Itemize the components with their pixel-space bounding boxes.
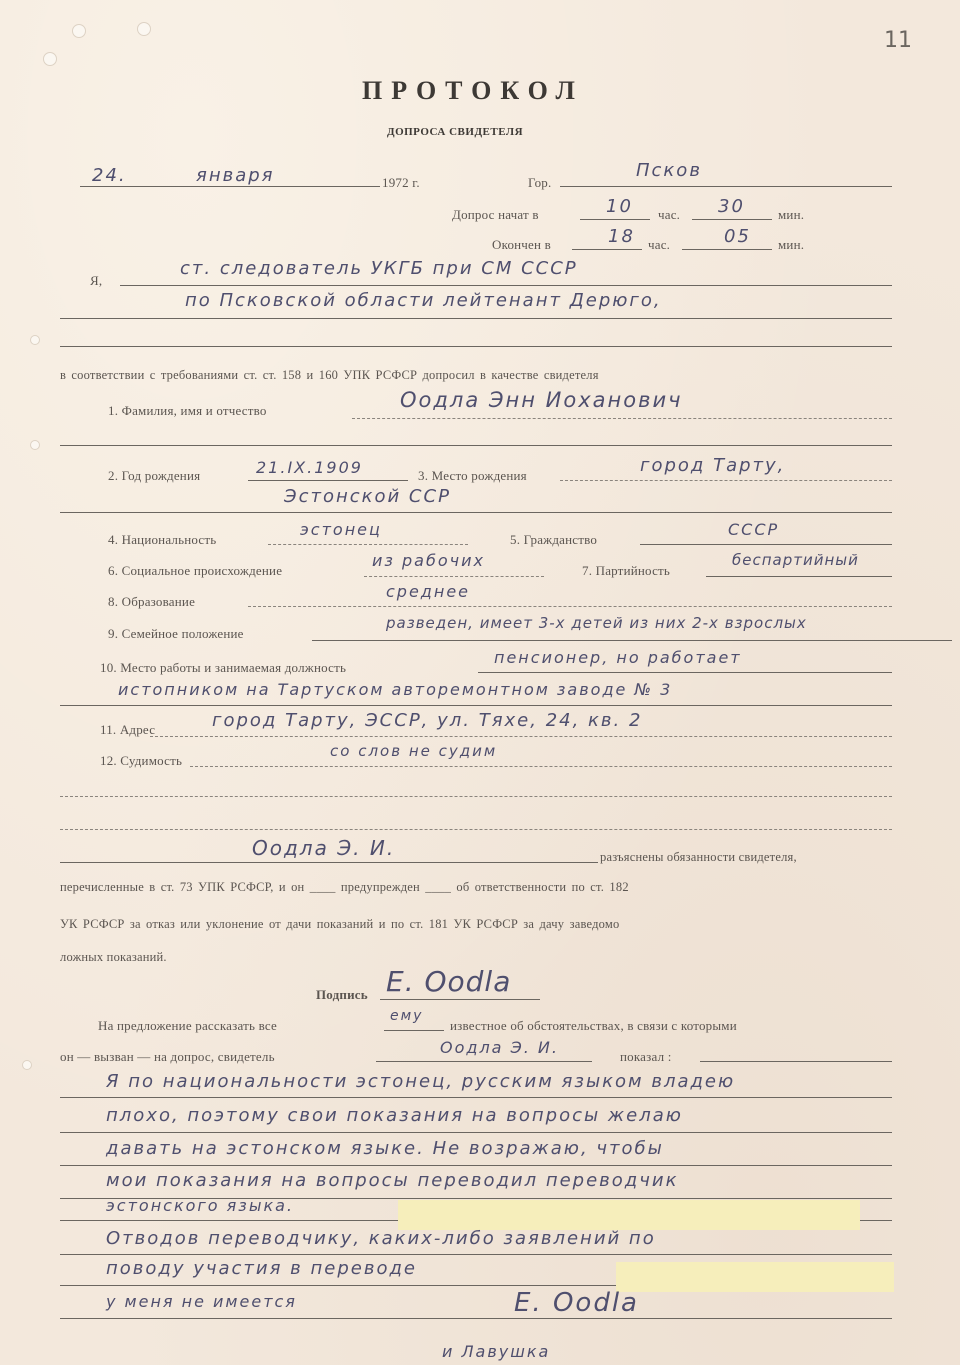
field-2-line	[248, 480, 408, 481]
field-6-label: 6. Социальное происхождение	[108, 563, 283, 578]
start-min-line	[692, 219, 772, 220]
punch-hole	[30, 335, 40, 345]
punch-hole	[43, 52, 57, 66]
field-11-value: город Тарту, ЭССР, ул. Тяхе, 24, кв. 2	[212, 710, 643, 731]
field-1-value: Оодла Энн Иоханович	[400, 388, 683, 412]
redaction-highlight-1	[398, 1200, 860, 1230]
field-3-line-2	[60, 512, 892, 513]
field-1-line-2	[60, 445, 892, 446]
testimony-rule-6	[60, 1254, 892, 1255]
testimony-rule-2	[60, 1132, 892, 1133]
compliance-text: в соответствии с требованиями ст. ст. 158 и 160 УПК РСФСР допросил в качестве свидетеля	[60, 368, 599, 382]
start-hour-line	[580, 219, 650, 220]
field-8-label: 8. Образование	[108, 594, 196, 609]
investigator-prefix: Я,	[90, 273, 103, 288]
field-5-line	[640, 544, 892, 545]
testimony-line-3: давать на эстонском языке. Не возражаю, чтобы	[106, 1138, 664, 1159]
testimony-line-1: Я по национальности эстонец, русским языком владею	[106, 1071, 736, 1092]
field-3-value-2: Эстонской ССР	[284, 486, 451, 507]
testimony-line-4: мои показания на вопросы переводил переводчик	[106, 1170, 679, 1191]
testimony-intro-2a: он — вызван — на допрос, свидетель	[60, 1049, 275, 1064]
start-min-label: мин.	[778, 207, 805, 222]
testimony-intro-fill-line-2	[376, 1061, 592, 1062]
testimony-intro-fill-1: ему	[390, 1008, 424, 1024]
field-10-value: пенсионер, но работает	[494, 648, 742, 667]
field-11-line	[150, 736, 892, 737]
field-4-value: эстонец	[300, 520, 382, 539]
investigator-line-3	[60, 346, 892, 347]
duties-text-1: разъяснены обязанности свидетеля,	[600, 850, 797, 864]
date-month: января	[196, 165, 275, 186]
field-5-value: СССР	[728, 520, 780, 539]
year-label: 1972 г.	[382, 175, 420, 190]
field-8-value: среднее	[386, 582, 471, 601]
testimony-intro-tail-line	[700, 1061, 892, 1062]
field-5-label: 5. Гражданство	[510, 532, 598, 547]
date-day-line	[80, 186, 190, 187]
punch-hole	[30, 440, 40, 450]
field-6-value: из рабочих	[372, 551, 485, 570]
investigator-line-2	[60, 318, 892, 319]
field-12-label: 12. Судимость	[100, 753, 183, 768]
field-9-label: 9. Семейное положение	[108, 626, 244, 641]
field-6-line	[364, 576, 544, 577]
field-2-label: 2. Год рождения	[108, 468, 201, 483]
end-hour: 18	[608, 226, 635, 247]
field-1-line	[352, 418, 892, 419]
city-line	[560, 186, 892, 187]
duties-name-line	[60, 862, 598, 863]
document-title: ПРОТОКОЛ	[362, 76, 584, 105]
end-hour-label: час.	[648, 237, 671, 252]
investigator-line-2-text: по Псковской области лейтенант Дерюго,	[185, 290, 662, 311]
field-8-line	[248, 606, 892, 607]
field-11-label: 11. Адрес	[100, 722, 156, 737]
duties-text-2: перечисленные в ст. 73 УПК РСФСР, и он ____ предупрежден ____ об ответственности по ст. 182	[60, 880, 629, 894]
field-3-label: 3. Место рождения	[418, 468, 527, 483]
field-9-value: разведен, имеет 3-х детей из них 2-х взрослых	[386, 614, 807, 632]
duties-witness-name: Оодла Э. И.	[252, 836, 396, 860]
duties-text-3: УК РСФСР за отказ или уклонение от дачи показаний и по ст. 181 УК РСФСР за дачу заведомо	[60, 917, 620, 931]
field-1-label: 1. Фамилия, имя и отчество	[108, 403, 267, 418]
punch-hole	[137, 22, 151, 36]
date-day: 24.	[92, 165, 127, 186]
start-label: Допрос начат в	[452, 207, 539, 222]
field-12-line	[190, 766, 892, 767]
end-hour-line	[572, 249, 642, 250]
investigator-line-1	[120, 285, 892, 286]
field-10-value-2: истопником на Тартуском авторемонтном заводе № 3	[118, 680, 673, 699]
testimony-rule-3	[60, 1165, 892, 1166]
end-min: 05	[724, 226, 751, 247]
testimony-line-8: у меня не имеется	[106, 1292, 297, 1311]
field-4-line	[268, 544, 468, 545]
corner-mark: 11	[884, 28, 912, 53]
bottom-text: и Лавушка	[442, 1342, 551, 1361]
closing-signature: E. Oodla	[514, 1288, 639, 1318]
punch-hole	[22, 1060, 32, 1070]
testimony-line-6: Отводов переводчику, каких-либо заявлений по	[106, 1228, 656, 1249]
field-7-label: 7. Партийность	[582, 563, 671, 578]
field-9-line	[312, 640, 952, 641]
end-label: Окончен в	[492, 237, 551, 252]
testimony-line-2: плохо, поэтому свои показания на вопросы желаю	[106, 1105, 683, 1126]
start-hour-label: час.	[658, 207, 681, 222]
end-min-line	[682, 249, 772, 250]
date-month-line	[188, 186, 380, 187]
field-10-line	[478, 672, 892, 673]
city-label: Гор.	[528, 175, 552, 190]
testimony-intro-fill-2: Оодла Э. И.	[440, 1038, 559, 1057]
witness-signature: E. Oodla	[386, 965, 512, 998]
duties-text-4: ложных показаний.	[60, 950, 167, 964]
testimony-intro-1b: известное об обстоятельствах, в связи с которыми	[450, 1018, 737, 1033]
field-3-value: город Тарту,	[640, 455, 786, 476]
testimony-rule-8	[60, 1318, 892, 1319]
signature-label: Подпись	[316, 987, 368, 1002]
testimony-intro-fill-line-1	[384, 1030, 444, 1031]
field-10-line-2	[60, 705, 892, 706]
testimony-intro-2b: показал :	[620, 1049, 672, 1064]
punch-hole	[72, 24, 86, 38]
blank-line-2	[60, 829, 892, 830]
testimony-line-7: поводу участия в переводе	[106, 1258, 417, 1279]
document-subtitle: ДОПРОСА СВИДЕТЕЛЯ	[387, 126, 524, 138]
testimony-line-5: эстонского языка.	[106, 1196, 294, 1215]
signature-line	[380, 999, 540, 1000]
investigator-line-1-text: ст. следователь УКГБ при СМ СССР	[180, 258, 578, 279]
field-10-label: 10. Место работы и занимаемая должность	[100, 660, 347, 675]
start-hour: 10	[606, 196, 633, 217]
blank-line-1	[60, 796, 892, 797]
field-12-value: со слов не судим	[330, 742, 498, 760]
testimony-rule-1	[60, 1097, 892, 1098]
redaction-highlight-2	[616, 1262, 894, 1292]
field-7-line	[706, 576, 892, 577]
field-4-label: 4. Национальность	[108, 532, 217, 547]
end-min-label: мин.	[778, 237, 805, 252]
field-3-line	[560, 480, 892, 481]
field-2-value: 21.IX.1909	[256, 458, 363, 477]
testimony-intro-1a: На предложение рассказать все	[98, 1018, 277, 1033]
field-7-value: беспартийный	[732, 551, 859, 569]
city-value: Псков	[636, 160, 702, 181]
start-min: 30	[718, 196, 745, 217]
